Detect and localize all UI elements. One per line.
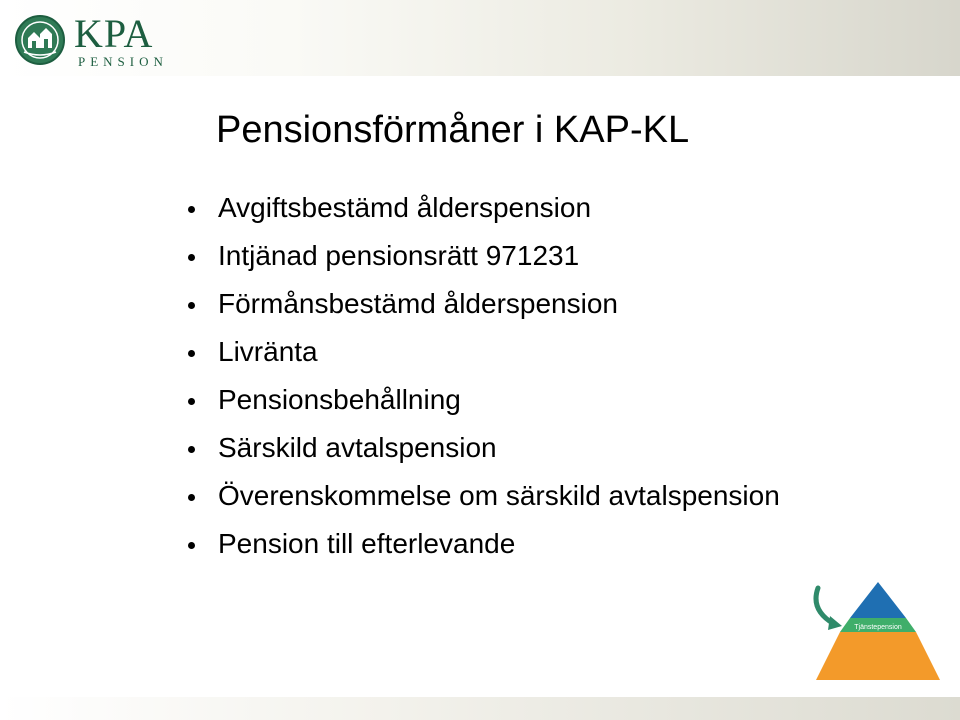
logo-subtitle: PENSION (78, 54, 168, 69)
arrow-head-icon (828, 616, 842, 630)
bullet-dot-icon (188, 206, 195, 213)
logo-wordmark: KPA (74, 11, 154, 56)
list-item (188, 378, 780, 426)
list-item (188, 474, 780, 522)
pyramid-label: Tjänstepension (854, 624, 902, 631)
list-item (188, 522, 780, 570)
bullet-dot-icon (188, 254, 195, 261)
list-item-text: Förmånsbestämd ålderspension (218, 288, 618, 319)
list-item (188, 186, 780, 234)
bullet-dot-icon (188, 542, 195, 549)
pyramid-bottom (816, 632, 940, 680)
list-item (188, 282, 780, 330)
bullet-dot-icon (188, 350, 195, 357)
bullet-dot-icon (188, 446, 195, 453)
bullet-dot-icon (188, 398, 195, 405)
list-item-text: Avgiftsbestämd ålderspension (218, 192, 592, 223)
pyramid-top (850, 582, 906, 618)
list-item (188, 426, 780, 474)
list-item-text: Överenskommelse om särskild avtalspension (218, 480, 780, 511)
bullet-dot-icon (188, 302, 195, 309)
bullet-list (188, 186, 780, 570)
list-item-text: Särskild avtalspension (218, 432, 497, 463)
list-item-text: Intjänad pensionsrätt 971231 (218, 240, 580, 271)
list-item (188, 330, 780, 378)
kpa-emblem-icon (14, 14, 66, 66)
list-item (188, 234, 780, 282)
list-item-text: Pension till efterlevande (218, 528, 516, 559)
list-item-text: Pensionsbehållning (218, 384, 461, 415)
list-item-text: Livränta (218, 336, 318, 367)
footer-band (0, 697, 960, 720)
kpa-logo (14, 11, 174, 70)
pension-pyramid-graphic (810, 580, 946, 684)
slide-title: Pensionsförmåner i KAP-KL (216, 109, 690, 151)
bullet-dot-icon (188, 494, 195, 501)
